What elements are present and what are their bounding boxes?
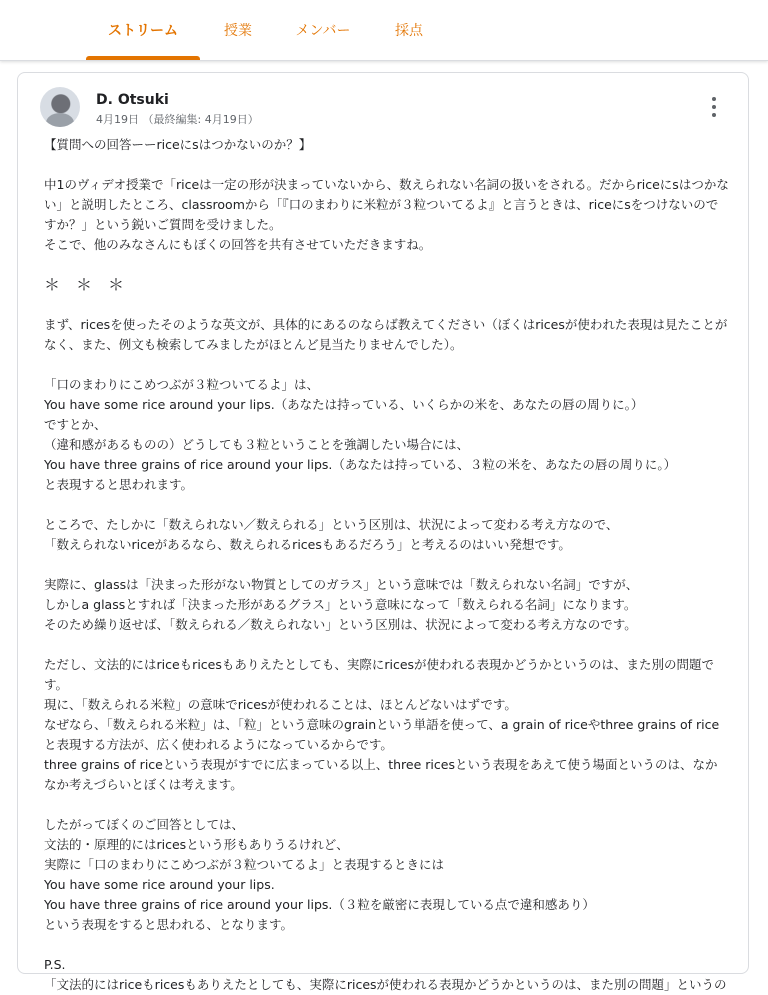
avatar-figure: [46, 113, 74, 127]
post-paragraph: と表現すると思われます。: [44, 477, 194, 492]
post-paragraph: 「文法的にはriceもricesもありえたとしても、実際にricesが使われる表現かどうかというのは、また別の問題」というの: [44, 977, 727, 992]
paragraph-gap: [44, 635, 729, 655]
paragraph-gap: [44, 935, 729, 955]
post-paragraph: 現に、「数えられる米粒」の意味でricesが使われることは、ほとんどないはずです。: [44, 697, 517, 712]
post-paragraph: そのため繰り返せば、「数えられる／数えられない」という区別は、状況によって変わる考え方なのです。: [44, 617, 637, 632]
post-paragraph: You have some rice around your lips.（あなたは持っている、いくらかの米を、あなたの唇の周りに。）: [44, 397, 644, 412]
post-paragraph: P.S.: [44, 957, 66, 972]
more-options-icon[interactable]: [706, 97, 722, 117]
paragraph-gap: [44, 795, 729, 815]
post-paragraph: You have some rice around your lips.: [44, 877, 275, 892]
dot: [712, 97, 716, 101]
post-paragraph: ただし、文法的にはriceもricesもありえたとしても、実際にricesが使われる表現かどうかというのは、また別の問題です。: [44, 657, 715, 692]
top-navigation: [0, 0, 768, 61]
post-paragraph: ところで、たしかに「数えられない／数えられる」という区別は、状況によって変わる考え方なので、: [44, 517, 619, 532]
post-paragraph: なぜなら、「数えられる米粒」は、「粒」という意味のgrainという単語を使って、a grain of riceやthree grains of riceと表現する方法が、広く使われるようになっているからです。: [44, 717, 720, 752]
post-paragraph: 文法的・原理的にはricesという形もありうるけれど、: [44, 837, 349, 852]
post-paragraph: You have three grains of rice around your lips.（あなたは持っている、３粒の米を、あなたの唇の周りに。）: [44, 457, 677, 472]
tab-classwork[interactable]: 授業: [224, 23, 252, 39]
post-paragraph: 「数えられないriceがあるなら、数えられるricesもあるだろう」と考えるのはいい発想です。: [44, 537, 571, 552]
post-paragraph: という表現をすると思われる、となります。: [44, 917, 294, 932]
paragraph-gap: [44, 155, 729, 175]
post-paragraph: 【質問への回答ーーriceにsはつかないのか？】: [44, 137, 312, 152]
post-paragraph: しかしa glassとすれば「決まった形があるグラス」という意味になって「数えられる名詞」になります。: [44, 597, 637, 612]
tab-grades[interactable]: 採点: [395, 23, 423, 39]
paragraph-gap: [44, 355, 729, 375]
post-paragraph: 中1のヴィデオ授業で「riceは一定の形が決まっていないから、数えられない名詞の扱いをされる。だからriceにsはつかない」と説明したところ、classroomから「『口のまわりに米粒が３粒ついてるよ』と言うときは、riceにsをつけないのですか？」という鋭いご質問を受けました。: [44, 177, 729, 232]
post-paragraph: 実際に「口のまわりにこめつぶが３粒ついてるよ」と表現するときには: [44, 857, 445, 872]
post-paragraph: You have three grains of rice around your lips.（３粒を厳密に表現している点で違和感あり）: [44, 897, 595, 912]
post-paragraph: したがってぼくのご回答としては、: [44, 817, 245, 832]
tab-stream[interactable]: ストリーム: [86, 0, 200, 60]
post-paragraph: （違和感があるものの）どうしても３粒ということを強調したい場合には、: [44, 437, 470, 452]
author-name: D. Otsuki: [96, 92, 169, 108]
dot: [712, 113, 716, 117]
post-paragraph: そこで、他のみなさんにもぼくの回答を共有させていただきますね。: [44, 237, 432, 252]
post-paragraph: 「口のまわりにこめつぶが３粒ついてるよ」は、: [44, 377, 320, 392]
paragraph-gap: [44, 555, 729, 575]
tab-members[interactable]: メンバー: [295, 23, 351, 39]
paragraph-gap: [44, 295, 729, 315]
dot: [712, 105, 716, 109]
paragraph-gap: [44, 255, 729, 275]
post-paragraph: three grains of riceという表現がすでに広まっている以上、three ricesという表現をあえて使う場面というのは、なかなか考えづらいとぼくは考えます。: [44, 757, 718, 792]
announcement-card: [17, 72, 749, 992]
post-paragraph: ですとか、: [44, 417, 107, 432]
post-paragraph: 実際に、glassは「決まった形がない物質としてのガラス」という意味では「数えられない名詞」ですが、: [44, 577, 639, 592]
paragraph-gap: [44, 495, 729, 515]
avatar[interactable]: [40, 87, 80, 127]
post-paragraph: まず、ricesを使ったそのような英文が、具体的にあるのならば教えてください（ぼくはricesが使われた表現は見たことがなく、また、例文も検索してみましたがほとんど見当たりませんでした）。: [44, 317, 728, 352]
post-paragraph: ＊ ＊ ＊: [44, 275, 125, 294]
post-date: 4月19日 （最終編集: 4月19日）: [96, 113, 259, 126]
post-body: [44, 135, 729, 995]
